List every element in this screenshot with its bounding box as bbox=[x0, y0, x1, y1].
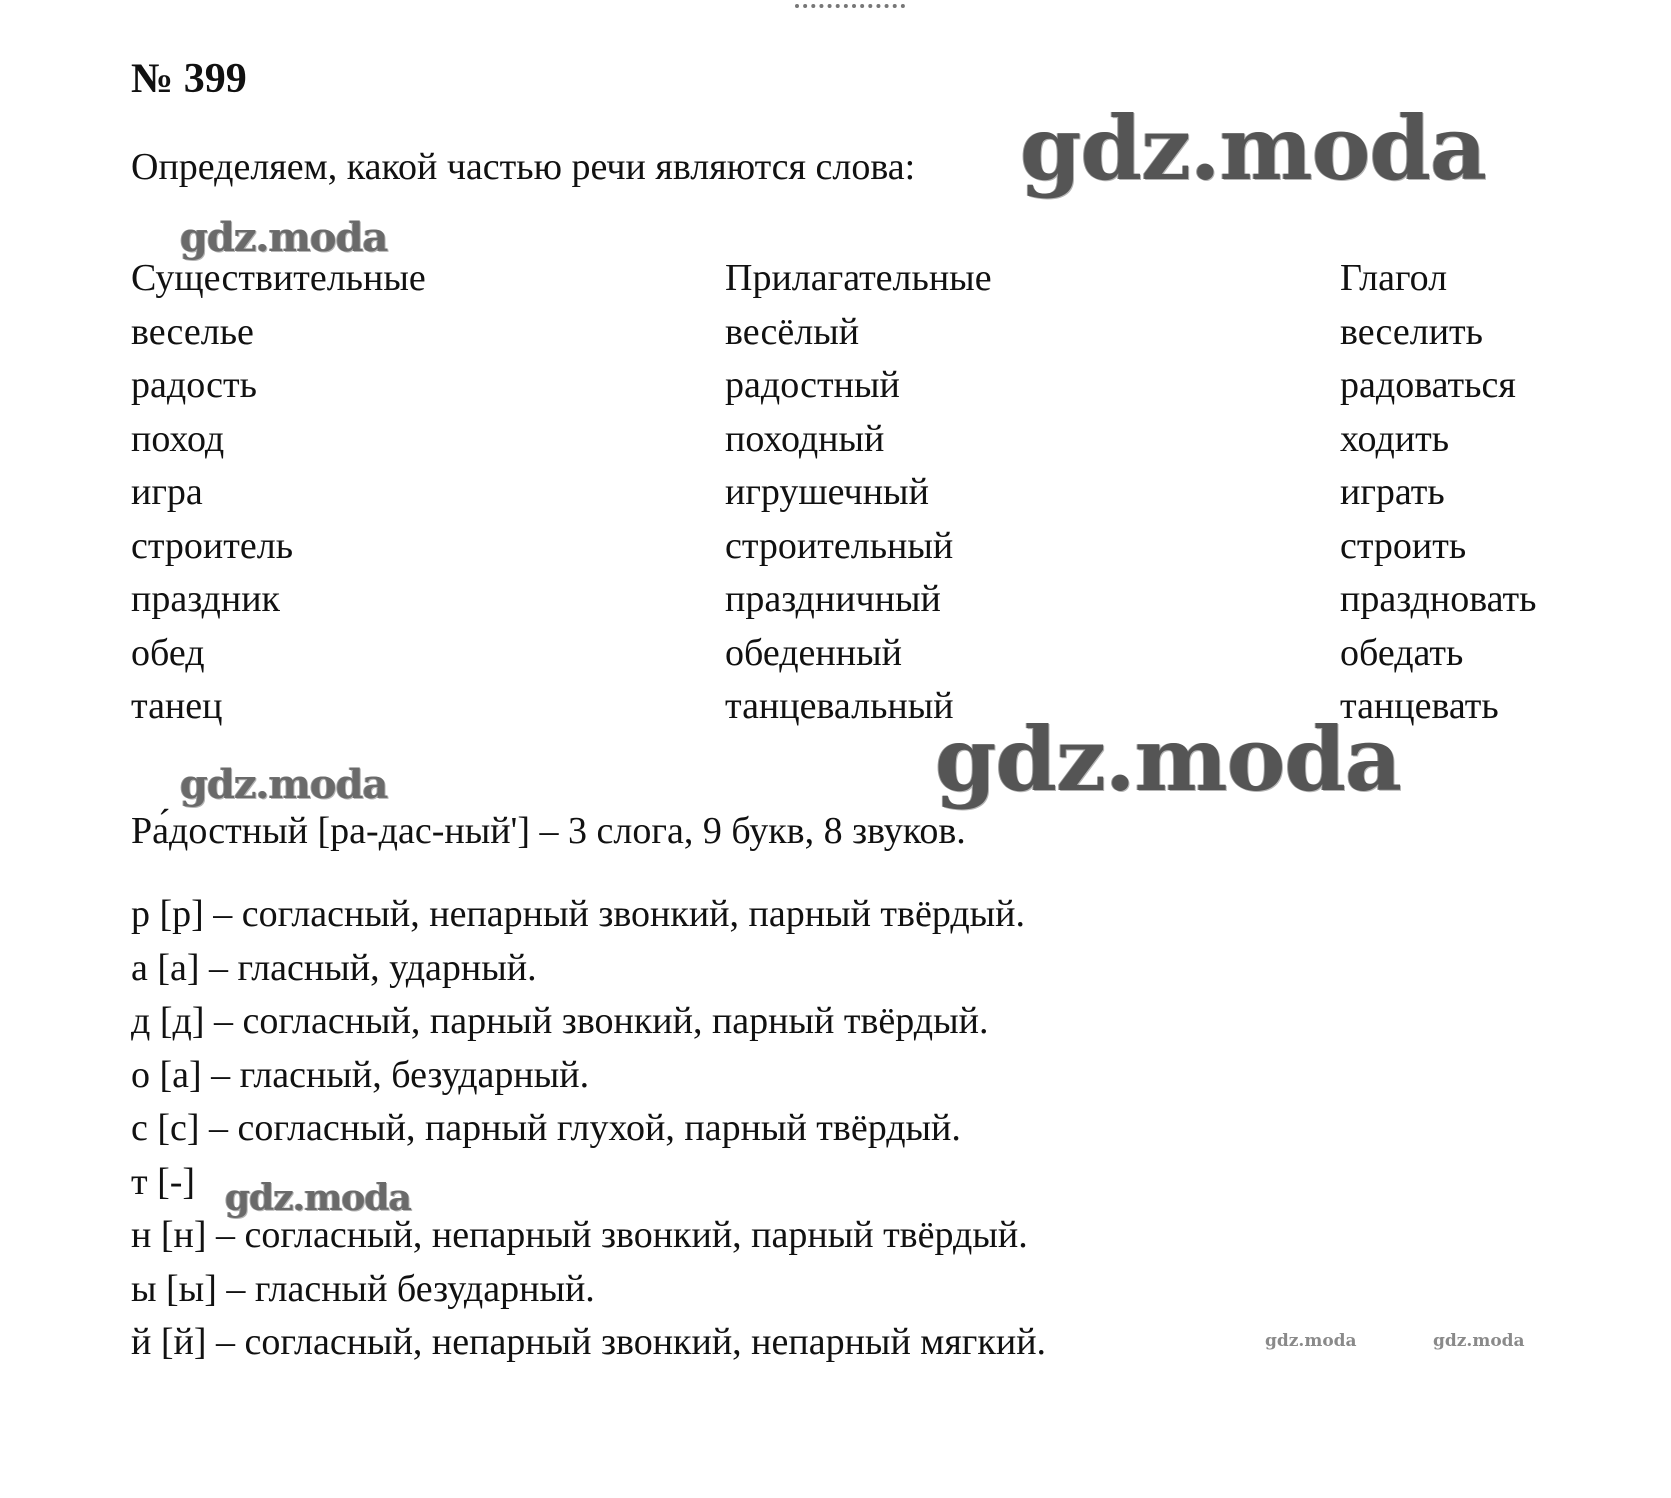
watermark-logo: gdz.moda bbox=[1433, 1331, 1525, 1351]
verb-item: играть bbox=[1340, 471, 1445, 513]
phonetic-summary: Ра́достный [ра-дас-ный'] – 3 слога, 9 букв, 8 звуков. bbox=[131, 810, 966, 852]
watermark-logo: gdz.moda bbox=[1265, 1331, 1357, 1351]
nouns-column bbox=[131, 252, 426, 734]
verb-item: веселить bbox=[1340, 310, 1483, 353]
sound-row: р [р] – согласный, непарный звонкий, парный твёрдый. bbox=[131, 893, 1026, 935]
adjective-item: походный bbox=[725, 417, 885, 460]
sound-analysis-list bbox=[131, 888, 1046, 1370]
adjective-item: праздничный bbox=[725, 578, 941, 620]
noun-item: игра bbox=[131, 471, 203, 513]
adjective-item: игрушечный bbox=[725, 471, 929, 513]
verb-item: обедать bbox=[1340, 631, 1464, 674]
watermark-logo: gdz.moda bbox=[180, 761, 388, 808]
verbs-column bbox=[1340, 252, 1536, 734]
sound-row: ы [ы] – гласный безударный. bbox=[131, 1267, 595, 1310]
adjective-item: весёлый bbox=[725, 310, 860, 353]
adjective-item: радостный bbox=[725, 364, 900, 406]
exercise-intro: Определяем, какой частью речи являются слова: bbox=[131, 146, 916, 188]
nouns-header: Существительные bbox=[131, 257, 426, 299]
noun-item: поход bbox=[131, 417, 225, 460]
sound-row: й [й] – согласный, непарный звонкий, непарный мягкий. bbox=[131, 1321, 1047, 1363]
sound-row: о [а] – гласный, безударный. bbox=[131, 1053, 590, 1096]
noun-item: строитель bbox=[131, 524, 294, 567]
adjective-item: обеденный bbox=[725, 631, 902, 674]
sound-row: с [с] – согласный, парный глухой, парный твёрдый. bbox=[131, 1107, 961, 1149]
noun-item: праздник bbox=[131, 578, 280, 620]
noun-item: радость bbox=[131, 364, 257, 406]
sound-row: д [д] – согласный, парный звонкий, парный твёрдый. bbox=[131, 1000, 989, 1042]
noun-item: обед bbox=[131, 631, 205, 674]
page-top-cut-text bbox=[795, 0, 905, 8]
watermark-logo: gdz.moda bbox=[1020, 96, 1487, 200]
adjectives-header: Прилагательные bbox=[725, 257, 992, 299]
noun-item: веселье bbox=[131, 310, 254, 353]
watermark-logo: gdz.moda bbox=[180, 214, 388, 261]
verb-item: радоваться bbox=[1340, 364, 1516, 406]
adjective-item: строительный bbox=[725, 524, 954, 567]
verb-item: строить bbox=[1340, 524, 1467, 567]
verb-item: праздновать bbox=[1340, 578, 1537, 620]
sound-row: а [а] – гласный, ударный. bbox=[131, 946, 537, 989]
watermark-logo: gdz.moda bbox=[935, 707, 1402, 811]
verb-item: танцевать bbox=[1340, 685, 1499, 727]
adjectives-column bbox=[725, 252, 992, 734]
adjective-item: танцевальный bbox=[725, 685, 954, 727]
watermark-logo: gdz.moda bbox=[225, 1177, 411, 1219]
sound-row: т [-] bbox=[131, 1160, 196, 1203]
noun-item: танец bbox=[131, 685, 223, 727]
verbs-header: Глагол bbox=[1340, 257, 1448, 299]
verb-item: ходить bbox=[1340, 417, 1450, 460]
exercise-number: № 399 bbox=[131, 56, 247, 102]
sound-row: н [н] – согласный, непарный звонкий, парный твёрдый. bbox=[131, 1214, 1028, 1256]
